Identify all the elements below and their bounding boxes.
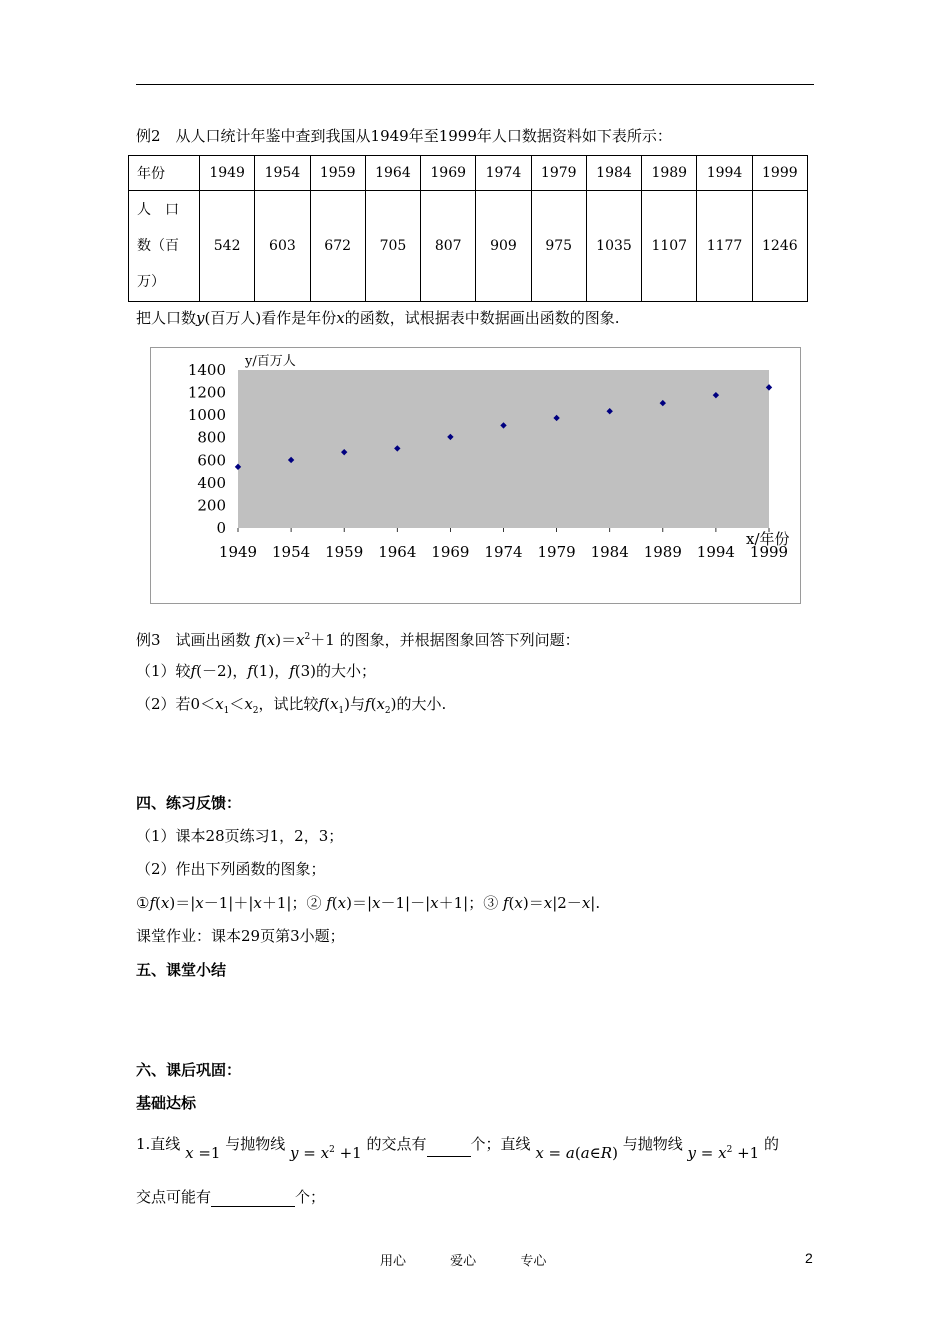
section4-item2: （2）作出下列函数的图象；: [136, 860, 326, 878]
table-cell: 542: [200, 191, 255, 302]
footer-item: 爱心: [450, 1254, 477, 1269]
footer-item: 专心: [520, 1254, 547, 1269]
plot-area: [238, 370, 769, 528]
section4-functions: [136, 893, 600, 913]
table-cell: 1964: [365, 156, 420, 191]
footer-motto: [380, 1250, 586, 1269]
x-tick-label: 1984: [590, 543, 629, 561]
table-cell: 807: [421, 191, 476, 302]
homework: 课堂作业：课本29页第3小题；: [136, 927, 345, 945]
table-cell: 909: [476, 191, 531, 302]
table-cell: 705: [365, 191, 420, 302]
example2-instruction: [136, 308, 619, 328]
table-row-population: [129, 191, 808, 302]
text: ，试比较: [258, 695, 319, 713]
y-tick-label: 1200: [187, 383, 226, 402]
x-tick-label: 1949: [218, 543, 258, 561]
text: 的交点有: [366, 1135, 427, 1153]
table-header-population: [129, 191, 200, 302]
answer-blank[interactable]: [211, 1190, 295, 1207]
table-cell: 1984: [586, 156, 641, 191]
text: ，: [274, 662, 290, 680]
text: 的大小.: [396, 695, 447, 713]
y-tick-label: 600: [197, 451, 226, 470]
formula: f(3): [289, 662, 317, 680]
x-tick-label: 1979: [537, 543, 576, 561]
table-cell: 1954: [255, 156, 310, 191]
table-cell: 975: [531, 191, 586, 302]
text: 与: [350, 695, 366, 713]
section4-item1: （1）课本28页练习1，2，3；: [136, 827, 344, 845]
header-rule: [136, 84, 814, 85]
y-tick-label: 400: [197, 473, 226, 492]
population-table: [128, 155, 808, 302]
section4-title: 四、练习反馈：: [136, 794, 242, 812]
table-cell: 1107: [642, 191, 697, 302]
formula-fx: $f(x)=x^2+1$: [255, 631, 335, 649]
text: 的函数，试根据表中数据画出函数的图象.: [344, 309, 620, 327]
text: ，: [232, 662, 248, 680]
text: 1.直线: [136, 1135, 181, 1153]
var-x: x: [336, 309, 345, 327]
text: 例3 试画出函数: [136, 631, 251, 649]
table-cell: 603: [255, 191, 310, 302]
section5-title: 五、课堂小结: [136, 961, 227, 979]
y-tick-label: 1400: [187, 361, 226, 379]
table-cell: 1959: [310, 156, 365, 191]
x-tick-label: 1994: [696, 543, 735, 561]
table-cell: 1999: [752, 156, 807, 191]
population-scatter-chart: [150, 347, 801, 604]
table-cell: 1969: [421, 156, 476, 191]
formula: $f(x_2)$: [365, 695, 397, 716]
formula: $f(x_1)$: [318, 695, 351, 716]
section6-q1-line1: [136, 1128, 779, 1162]
footer-item: 用心: [380, 1254, 407, 1269]
answer-blank[interactable]: [427, 1140, 471, 1157]
var-y: y: [196, 309, 205, 327]
x-tick-label: 1959: [325, 543, 364, 561]
y-tick-label: 800: [197, 428, 226, 447]
table-cell: 1974: [476, 156, 531, 191]
text: 个；: [295, 1188, 326, 1206]
table-cell: 1979: [531, 156, 586, 191]
page-number: 2: [805, 1250, 813, 1266]
table-cell: 1949: [200, 156, 255, 191]
table-cell: 1177: [697, 191, 752, 302]
x-tick-label: 1969: [431, 543, 470, 561]
table-header-year: 年份: [129, 156, 200, 191]
text: （2）若: [136, 695, 191, 713]
text: 交点可能有: [136, 1188, 212, 1206]
y-tick-label: 200: [197, 496, 226, 515]
text: .: [595, 894, 601, 912]
formula: f(1): [247, 662, 275, 680]
text: （1）较: [136, 662, 191, 680]
table-cell: 672: [310, 191, 365, 302]
text: 的: [763, 1135, 779, 1153]
x-axis: [219, 528, 788, 561]
section6-title: 六、课后巩固：: [136, 1061, 242, 1079]
table-cell: 1989: [642, 156, 697, 191]
example3-q2: [136, 694, 446, 721]
header-line: 人 口: [137, 202, 179, 218]
y-tick-label: 1000: [187, 406, 226, 425]
x-tick-label: 1964: [378, 543, 417, 561]
y-axis: [188, 361, 226, 537]
table-cell: 1994: [697, 156, 752, 191]
example3-q1: [136, 661, 376, 681]
text: 把人口数: [136, 309, 197, 327]
section6-subtitle: 基础达标: [136, 1094, 197, 1112]
table-cell: 1246: [752, 191, 807, 302]
y-axis-label: y/百万人: [245, 354, 296, 369]
header-line: 数（百: [137, 238, 179, 254]
text: 与抛物线: [225, 1135, 286, 1153]
x-tick-label: 1954: [272, 543, 311, 561]
y-tick-label: 0: [216, 519, 226, 537]
section6-q1-line2: [136, 1187, 325, 1207]
x-tick-label: 1974: [484, 543, 523, 561]
x-tick-label: 1989: [643, 543, 682, 561]
formula: $y = x^2 +1$: [687, 1144, 760, 1162]
table-cell: 1035: [586, 191, 641, 302]
text: 的大小；: [316, 662, 377, 680]
formula: x = a(a∈R): [535, 1144, 618, 1162]
x-tick-label: 1999: [749, 543, 789, 561]
text: 的图象，并根据图象回答下列问题：: [339, 631, 580, 649]
example3-title: [136, 627, 580, 650]
formula: $y = x^2 +1$: [290, 1144, 362, 1162]
example2-intro: 例2 从人口统计年鉴中查到我国从1949年至1999年人口数据资料如下表所示：: [136, 127, 672, 145]
formula: f(－2): [190, 662, 233, 680]
table-row-years: [129, 156, 808, 191]
header-line: 万）: [137, 274, 165, 290]
formula: ①f(x)＝|x－1|＋|x＋1|；② f(x)＝|x－1|－|x＋1|；③ f(x)＝x|2－x|: [136, 894, 596, 912]
text: 个；直线: [470, 1135, 531, 1153]
x-axis-label: x/年份: [746, 530, 790, 548]
text: (百万人)看作是年份: [204, 309, 337, 327]
text: 与抛物线: [622, 1135, 683, 1153]
formula: x =1: [185, 1144, 221, 1162]
formula: $0<x_1<x_2$: [190, 695, 259, 716]
